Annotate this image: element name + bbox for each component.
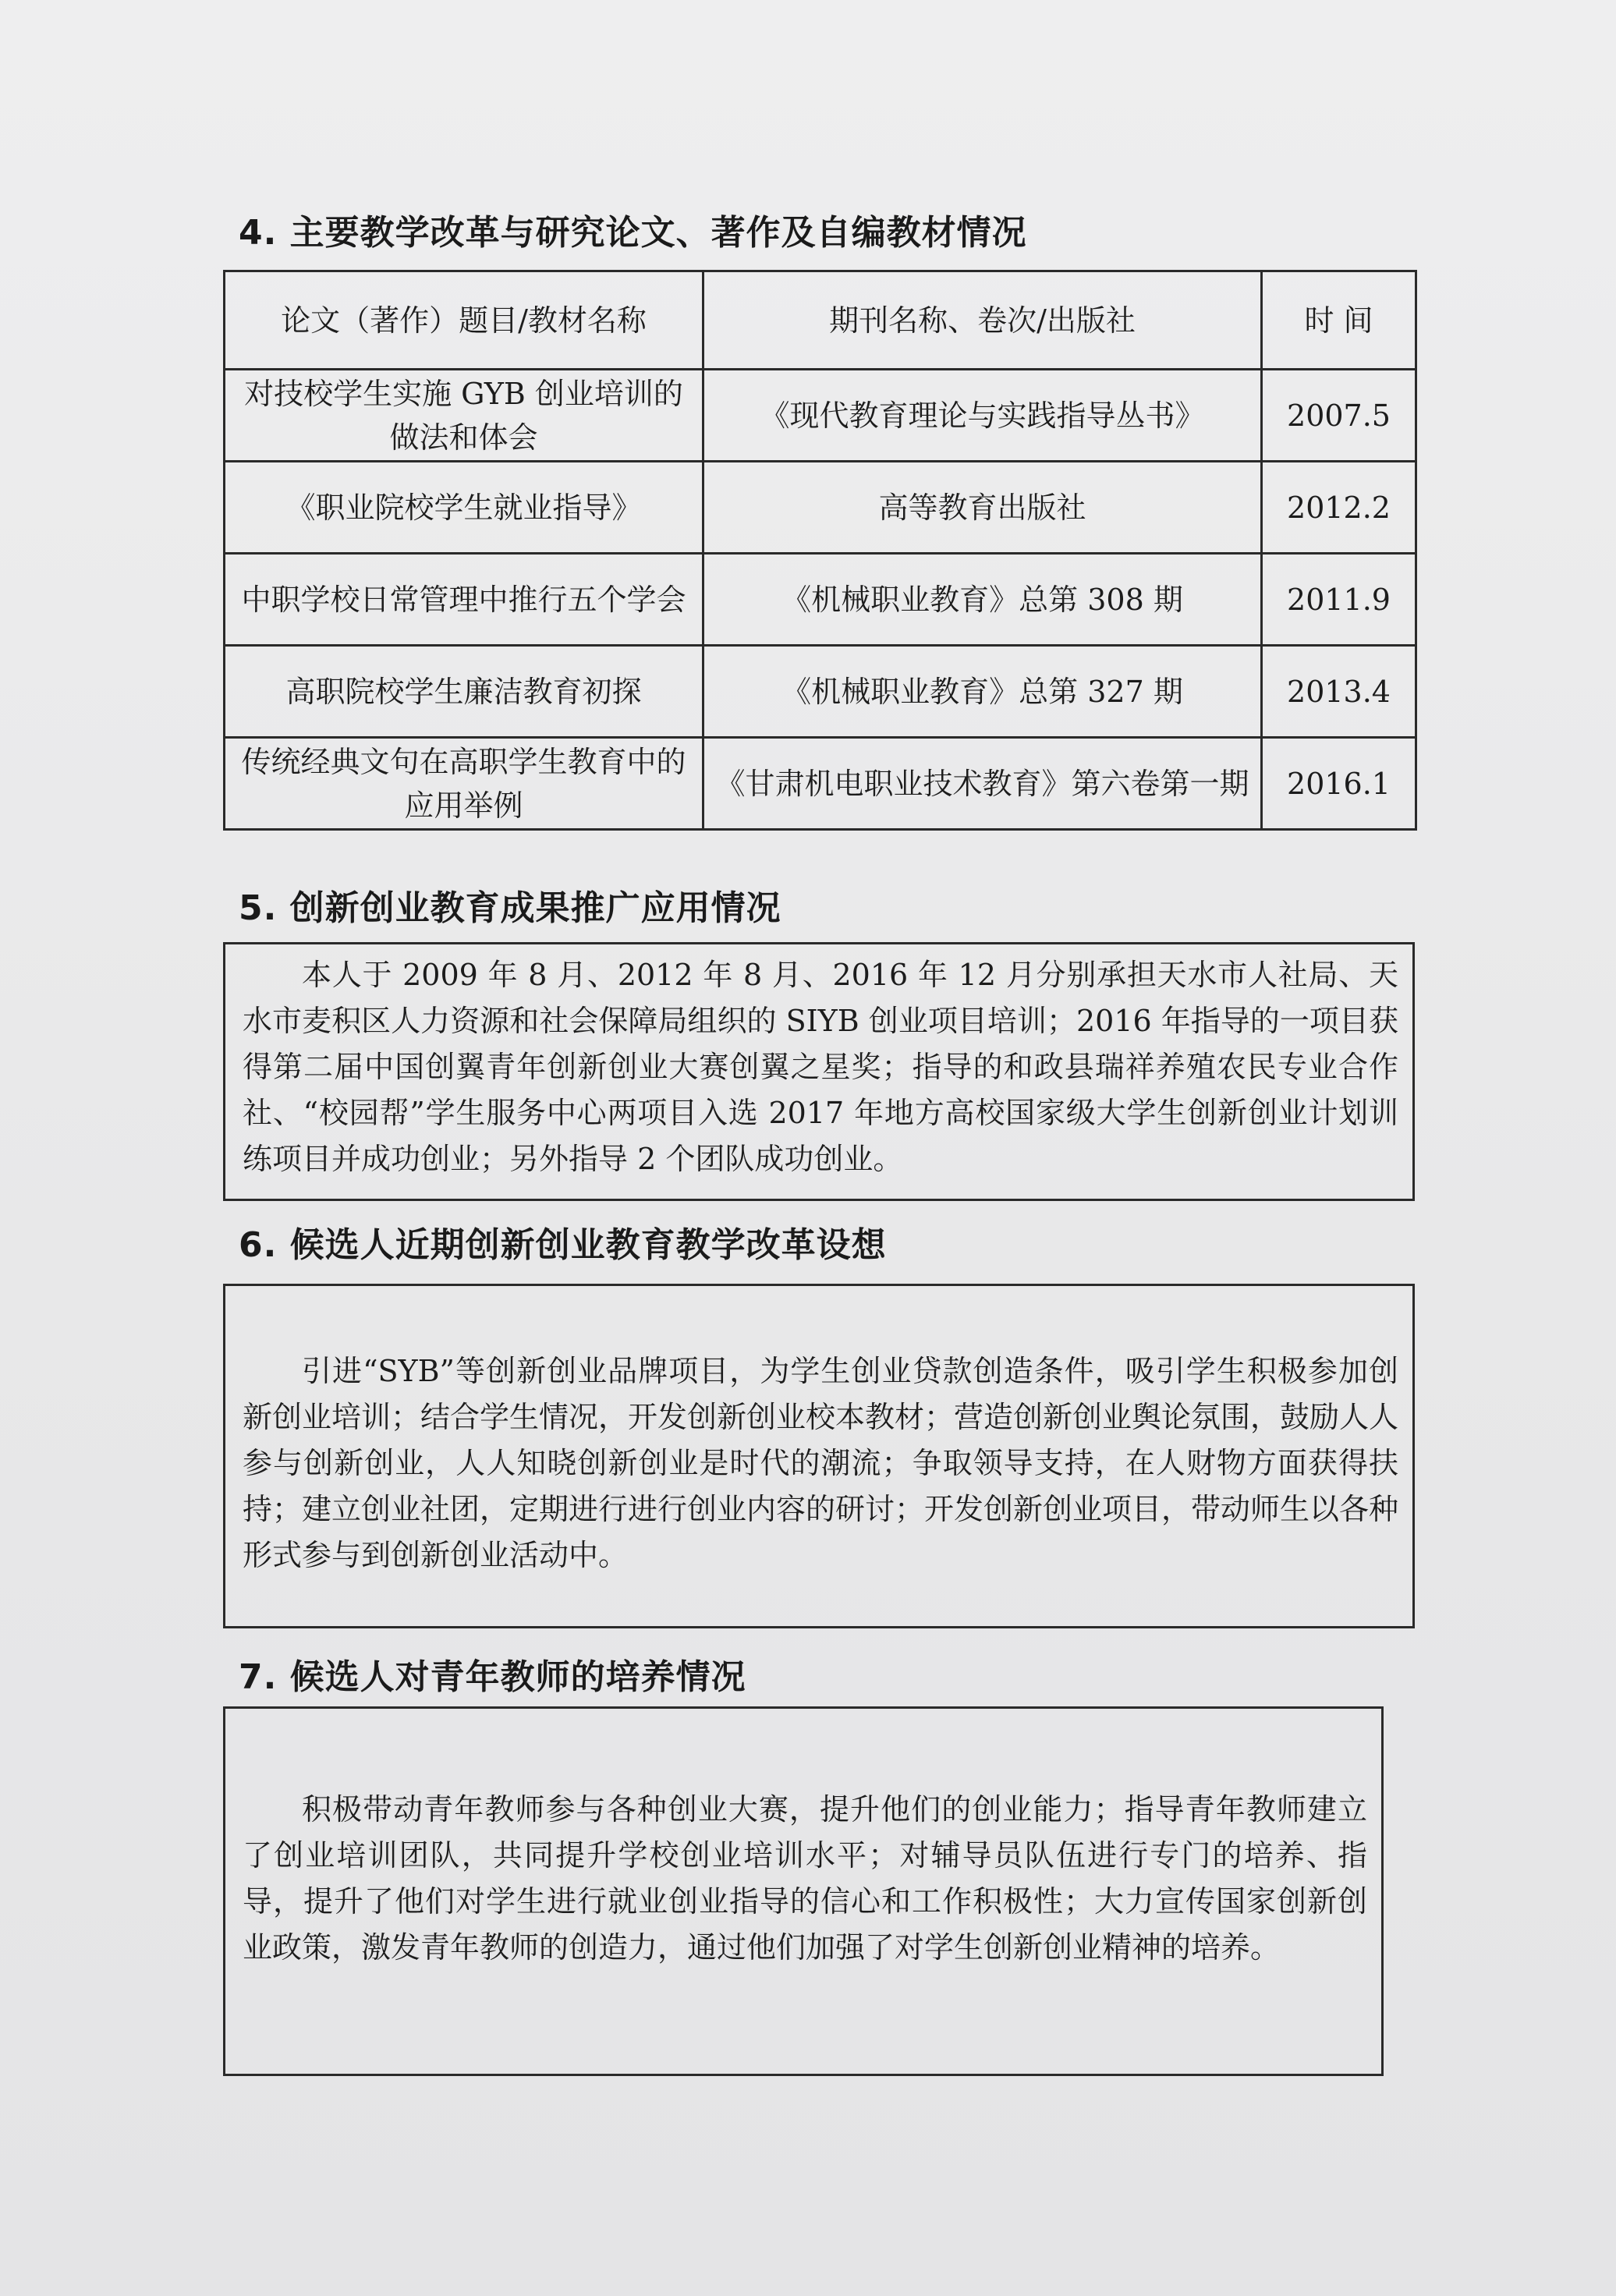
cell-title: 高职院校学生廉洁教育初探 xyxy=(225,646,703,738)
section-5-text-box xyxy=(223,942,1415,1201)
table-row xyxy=(225,462,1416,554)
table-row xyxy=(225,554,1416,646)
column-header-time: 时 间 xyxy=(1262,271,1416,370)
cell-title: 传统经典文句在高职学生教育中的应用举例 xyxy=(225,738,703,830)
cell-title: 《职业院校学生就业指导》 xyxy=(225,462,703,554)
section-6-text-box xyxy=(223,1284,1415,1628)
cell-title: 中职学校日常管理中推行五个学会 xyxy=(225,554,703,646)
publications-table xyxy=(223,270,1417,831)
table-header-row xyxy=(225,271,1416,370)
column-header-journal: 期刊名称、卷次/出版社 xyxy=(703,271,1262,370)
cell-journal: 《现代教育理论与实践指导丛书》 xyxy=(703,370,1262,462)
section-7-paragraph: 积极带动青年教师参与各种创业大赛，提升他们的创业能力；指导青年教师建立了创业培训团队，共同提升学校创业培训水平；对辅导员队伍进行专门的培养、指导，提升了他们对学生进行就业创业指导的信心和工作积极性；大力宣传国家创新创业政策，激发青年教师的创造力，通过他们加强了对学生创新创业精神的培养。 xyxy=(243,1792,1367,1965)
section-4-heading: 4. 主要教学改革与研究论文、著作及自编教材情况 xyxy=(239,213,1027,253)
table-row xyxy=(225,370,1416,462)
section-6-paragraph: 引进“SYB”等创新创业品牌项目，为学生创业贷款创造条件，吸引学生积极参加创新创业培训；结合学生情况，开发创新创业校本教材；营造创新创业舆论氛围，鼓励人人参与创新创业，人人知晓创新创业是时代的潮流；争取领导支持，在人财物方面获得扶持；建立创业社团，定期进行进行创业内容的研讨；开发创新创业项目，带动师生以各种形式参与到创新创业活动中。 xyxy=(243,1354,1399,1572)
section-7-heading: 7. 候选人对青年教师的培养情况 xyxy=(239,1657,746,1697)
cell-time: 2016.1 xyxy=(1262,738,1416,830)
section-7-text-box xyxy=(223,1706,1384,2076)
section-6-heading: 6. 候选人近期创新创业教育教学改革设想 xyxy=(239,1225,887,1265)
cell-time: 2011.9 xyxy=(1262,554,1416,646)
column-header-title: 论文（著作）题目/教材名称 xyxy=(225,271,703,370)
cell-journal: 高等教育出版社 xyxy=(703,462,1262,554)
cell-journal: 《甘肃机电职业技术教育》第六卷第一期 xyxy=(703,738,1262,830)
cell-journal: 《机械职业教育》总第 308 期 xyxy=(703,554,1262,646)
cell-title: 对技校学生实施 GYB 创业培训的做法和体会 xyxy=(225,370,703,462)
cell-time: 2013.4 xyxy=(1262,646,1416,738)
section-5-heading: 5. 创新创业教育成果推广应用情况 xyxy=(239,888,781,928)
table-row xyxy=(225,646,1416,738)
cell-time: 2012.2 xyxy=(1262,462,1416,554)
section-5-paragraph: 本人于 2009 年 8 月、2012 年 8 月、2016 年 12 月分别承担天水市人社局、天水市麦积区人力资源和社会保障局组织的 SIYB 创业项目培训；2016 年指导的一项目获得第二届中国创翼青年创新创业大赛创翼之星奖；指导的和政县瑞祥养殖农民专业合作社、“校园帮”学生服务中心两项目入选 2017 年地方高校国家级大学生创新创业计划训练项目并成功创业；另外指导 2 个团队成功创业。 xyxy=(243,958,1398,1176)
table-row xyxy=(225,738,1416,830)
cell-journal: 《机械职业教育》总第 327 期 xyxy=(703,646,1262,738)
cell-time: 2007.5 xyxy=(1262,370,1416,462)
